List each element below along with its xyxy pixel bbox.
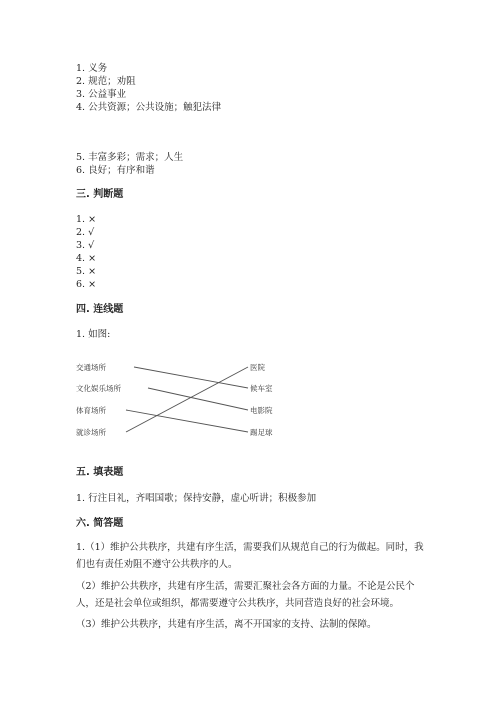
answer-line: 1. 义务 xyxy=(76,63,108,74)
left-item: 文化娱乐场所 xyxy=(76,384,121,393)
fill-table-answer: 1. 行注目礼，齐唱国歌；保持安静，虚心听讲；积极参加 xyxy=(76,493,317,504)
right-item: 踢足球 xyxy=(250,428,273,437)
judgment-item: 1. × xyxy=(76,214,97,225)
short-answer-paragraph: （2）维护公共秩序，共建有序生活，需要汇聚社会各方面的力量。不论是公民个人，还是社会单位或组织，都需要遵守公共秩序，共同营造良好的社会环境。 xyxy=(76,581,415,609)
matching-intro: 1. 如图: xyxy=(76,329,111,340)
short-answer-paragraph: （3）维护公共秩序，共建有序生活，离不开国家的支持、法制的保障。 xyxy=(76,619,377,630)
connection-line xyxy=(134,367,248,388)
judgment-item: 6. × xyxy=(76,279,97,290)
right-item: 医院 xyxy=(250,363,265,372)
judgment-item: 2. √ xyxy=(76,227,95,238)
judgment-item: 5. × xyxy=(76,266,97,277)
section-6-heading: 六. 简答题 xyxy=(76,518,124,529)
answer-line: 5. 丰富多彩；需求；人生 xyxy=(76,152,184,163)
section-3-heading: 三. 判断题 xyxy=(76,189,124,200)
short-answer-paragraph: 1.（1）维护公共秩序，共建有序生活，需要我们从规范自己的行为做起。同时，我们也有责任劝阻不遵守公共秩序的人。 xyxy=(76,542,424,570)
connection-line xyxy=(148,388,248,410)
section-5-heading: 五. 填表题 xyxy=(76,467,124,478)
judgment-item: 4. × xyxy=(76,253,97,264)
left-item: 体育场所 xyxy=(76,406,106,415)
section-4-heading: 四. 连线题 xyxy=(76,304,124,315)
right-item: 电影院 xyxy=(250,406,273,415)
answer-line: 4. 公共资源；公共设施；触犯法律 xyxy=(76,102,222,113)
connection-line xyxy=(126,410,248,432)
left-item: 就诊场所 xyxy=(76,428,106,437)
answer-line: 2. 规范；劝阻 xyxy=(76,76,136,87)
left-item: 交通场所 xyxy=(76,363,106,372)
answer-line: 3. 公益事业 xyxy=(76,89,127,100)
answer-line: 6. 良好；有序和谐 xyxy=(76,165,155,176)
judgment-item: 3. √ xyxy=(76,240,95,251)
connection-lines xyxy=(126,367,248,432)
right-item: 候车室 xyxy=(250,384,273,393)
matching-diagram xyxy=(70,352,310,447)
